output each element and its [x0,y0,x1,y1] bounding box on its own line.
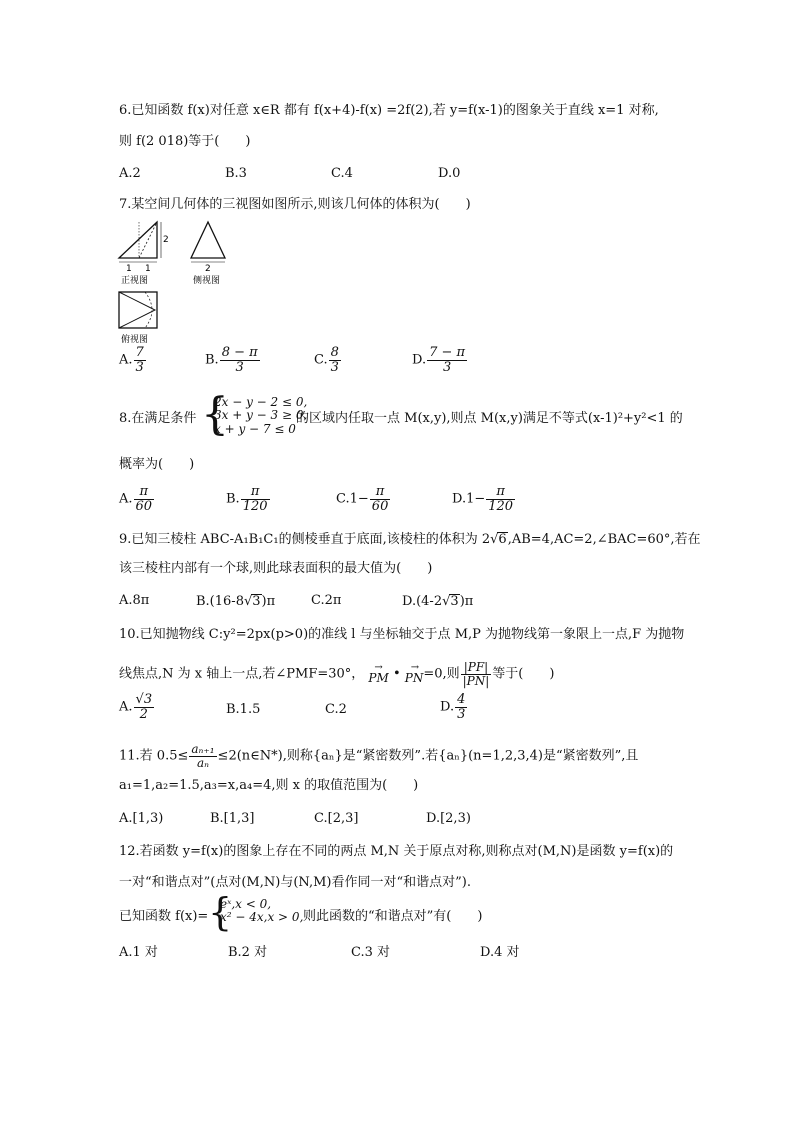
q8-stem-suffix: 的区域内任取一点 M(x,y),则点 M(x,y)满足不等式(x-1)²+y²<1 的 [296,411,683,426]
q7-option-d-num: 7 − π [429,345,466,360]
q6-option-d: D.0 [438,166,461,181]
q10-stem-line2-post: 等于( ) [492,666,555,682]
q6-option-a: A.2 [119,166,141,181]
q10-ratio-den: |PN| [462,673,490,688]
side-view-figure [185,216,235,286]
q11-option-d: D.[2,3) [426,811,471,826]
q10-option-c: C.2 [325,702,347,717]
side-dim-width: 2 [205,264,211,274]
q7-option-d-den: 3 [427,360,467,375]
q8-option-c-num: π [375,484,385,499]
q12-piecewise [220,898,303,925]
top-view-drawing [119,292,157,328]
q8-option-d-label: D. [452,491,467,507]
q7-option-c-fraction [329,346,341,374]
q7-option-d-label: D. [412,352,427,368]
front-view-caption: 正视图 [121,276,149,286]
q6-stem-line1: 6.已知函数 f(x)对任意 x∈R 都有 f(x+4)-f(x) =2f(2),若 y=f(x-1)的图象关于直线 x=1 对称, [119,103,659,118]
q9-option-b-radicand: 3 [252,594,261,609]
q7-stem: 7.某空间几何体的三视图如图所示,则该几何体的体积为( ) [119,197,471,212]
front-dim-left: 1 [126,264,132,274]
q7-option-c [314,346,342,374]
q10-option-a-num: √3 [135,692,153,707]
q10-option-a-fraction [134,693,155,721]
q9-option-b: B.(16-8√3)π [196,594,276,609]
q8-option-d-pre: 1− [466,491,486,507]
q10-vector-pn-text: PN [404,670,424,685]
q9-stem-line1-post: ,AB=4,AC=2,∠BAC=60°,若在 [507,532,701,547]
q12-stem-line3-pre: 已知函数 f(x)= [119,909,209,924]
q10-option-a-label: A. [119,699,133,715]
q12-stem-line3-post: 则此函数的“和谐点对”有( ) [303,909,483,924]
q9-volume-radicand: 6 [498,532,507,547]
q12-brace: { [208,890,233,934]
q9-stem-line1-pre: 9.已知三棱柱 ABC-A₁B₁C₁的侧棱垂直于底面,该棱柱的体积为 2 [119,532,491,547]
q10-vector-pn-arrow: → [410,661,420,673]
q9-option-d-radicand: 3 [450,594,459,609]
q8-option-c-label: C. [336,491,350,507]
q8-stem-line2: 概率为( ) [119,457,195,472]
q12-stem-line1: 12.若函数 y=f(x)的图象上存在不同的两点 M,N 关于原点对称,则称点对(M,N)是函数 y=f(x)的 [119,844,674,859]
q10-vector-pn [404,661,424,685]
q8-option-c [336,485,391,513]
q8-option-c-fraction [370,485,391,513]
q7-option-c-num: 8 [330,345,339,360]
q9-option-d-post: )π [459,594,474,609]
q10-stem-line1: 10.已知抛物线 C:y²=2px(p>0)的准线 l 与坐标轴交于点 M,P 为抛物线第一象限上一点,F 为抛物 [119,627,685,642]
q8-option-d-fraction [486,485,515,513]
q8-option-d-num: π [496,484,505,499]
q11-stem-line1 [119,743,638,769]
q10-option-d [440,693,468,721]
q7-option-a [119,346,147,374]
q8-option-a-den: 60 [135,498,153,514]
q10-option-a [119,693,155,721]
q9-option-c: C.2π [311,593,342,608]
q10-dot: • [392,666,401,682]
q8-option-b-num: π [250,484,260,499]
q10-stem-line2-mid: =0,则 [423,666,460,682]
q10-stem-line2-pre: 线焦点,N 为 x 轴上一点,若∠PMF=30°， [119,666,365,682]
front-view-drawing [119,222,161,262]
q7-option-a-fraction [134,346,146,374]
q11-stem-line1-pre: 11.若 0.5≤ [119,748,189,764]
q11-ratio-fraction [189,743,216,769]
q12-piece-2: x² − 4x,x > 0, [220,910,304,925]
q8-condition-3: x + y − 7 ≤ 0 [214,421,296,436]
q8-option-b-den: 120 [242,498,268,514]
q11-ratio-num: aₙ₊₁ [191,742,215,756]
q10-vector-pm [368,661,389,685]
q9-option-d: D.(4-2√3)π [402,594,474,609]
q8-option-b-label: B. [226,491,240,507]
q7-option-b-fraction [220,346,260,374]
q8-conditions [214,396,307,436]
top-view-caption: 俯视图 [121,335,149,345]
q8-option-c-pre: 1− [349,491,369,507]
q8-option-a-num: π [139,484,149,499]
side-view-caption: 侧视图 [193,276,221,286]
q12-piece-1: eˣ,x < 0, [220,897,272,911]
q9-stem-line1: 9.已知三棱柱 ABC-A₁B₁C₁的侧棱垂直于底面,该棱柱的体积为 2√6,AB=4,AC=2,∠BAC=60°,若在 [119,532,701,547]
front-dim-right: 1 [145,264,151,274]
q8-option-a [119,485,155,513]
q10-vector-pm-text: PM [368,670,389,685]
q10-option-d-num: 4 [457,692,466,707]
q12-option-d: D.4 对 [480,945,520,960]
q8-brace: { [201,389,229,440]
q8-stem-prefix: 8.在满足条件 [119,411,197,426]
q10-option-a-den: 2 [134,707,155,722]
q8-option-c-den: 60 [371,498,389,514]
q9-option-b-post: )π [261,594,276,609]
q8-option-a-label: A. [119,491,133,507]
q7-option-b-den: 3 [220,360,260,375]
q7-option-a-num: 7 [135,345,144,360]
q9-stem-line2: 该三棱柱内部有一个球,则此球表面积的最大值为( ) [119,561,433,576]
q6-stem-line2: 则 f(2 018)等于( ) [119,134,251,149]
q8-condition-2: 3x + y − 3 ≥ 0, [214,408,308,423]
q11-option-a: A.[1,3) [119,811,164,826]
q7-option-c-den: 3 [330,359,339,375]
q6-option-c: C.4 [331,166,353,181]
q7-option-b-label: B. [205,352,219,368]
q12-option-b: B.2 对 [228,945,268,960]
q9-option-b-pre: B.(16-8 [196,594,244,609]
q7-option-b-num: 8 − π [221,345,258,360]
q10-vector-pm-arrow: → [374,661,383,673]
q9-option-d-pre: D.(4-2 [402,594,443,609]
q11-stem-line1-post: ≤2(n∈N*),则称{aₙ}是“紧密数列”.若{aₙ}(n=1,2,3,4)是“紧密数列”,且 [217,748,639,764]
q10-option-d-fraction [455,693,467,721]
q12-stem-line2: 一对“和谐点对”(点对(M,N)与(N,M)看作同一对“和谐点对”). [119,875,471,890]
q10-option-b: B.1.5 [226,702,261,717]
q11-stem-line2: a₁=1,a₂=1.5,a₃=x,a₄=4,则 x 的取值范围为( ) [119,778,419,793]
q10-option-d-den: 3 [457,706,466,722]
q7-option-a-label: A. [119,352,133,368]
q8-option-d [452,485,516,513]
q10-ratio-fraction [461,661,492,687]
q10-option-d-label: D. [440,699,455,715]
q6-option-b: B.3 [225,166,247,181]
q7-option-d-fraction [427,346,467,374]
q7-option-c-label: C. [314,352,328,368]
q7-option-d [412,346,468,374]
q11-ratio-den: aₙ [189,756,216,770]
q11-option-c: C.[2,3] [314,811,359,826]
q7-option-a-den: 3 [135,359,144,375]
q7-option-b [205,346,261,374]
q12-option-c: C.3 对 [351,945,391,960]
q11-option-b: B.[1,3] [210,811,255,826]
q10-ratio-num: |PF| [463,660,489,674]
q8-option-a-fraction [134,485,155,513]
q8-option-d-den: 120 [488,498,514,514]
q9-option-a: A.8π [119,593,150,608]
front-dim-height: 2 [163,235,169,245]
q10-stem-line2 [119,661,554,687]
q12-option-a: A.1 对 [119,945,158,960]
q8-option-b-fraction [241,485,270,513]
q8-condition-1: 2x − y − 2 ≤ 0, [214,395,308,409]
q8-option-b [226,485,271,513]
